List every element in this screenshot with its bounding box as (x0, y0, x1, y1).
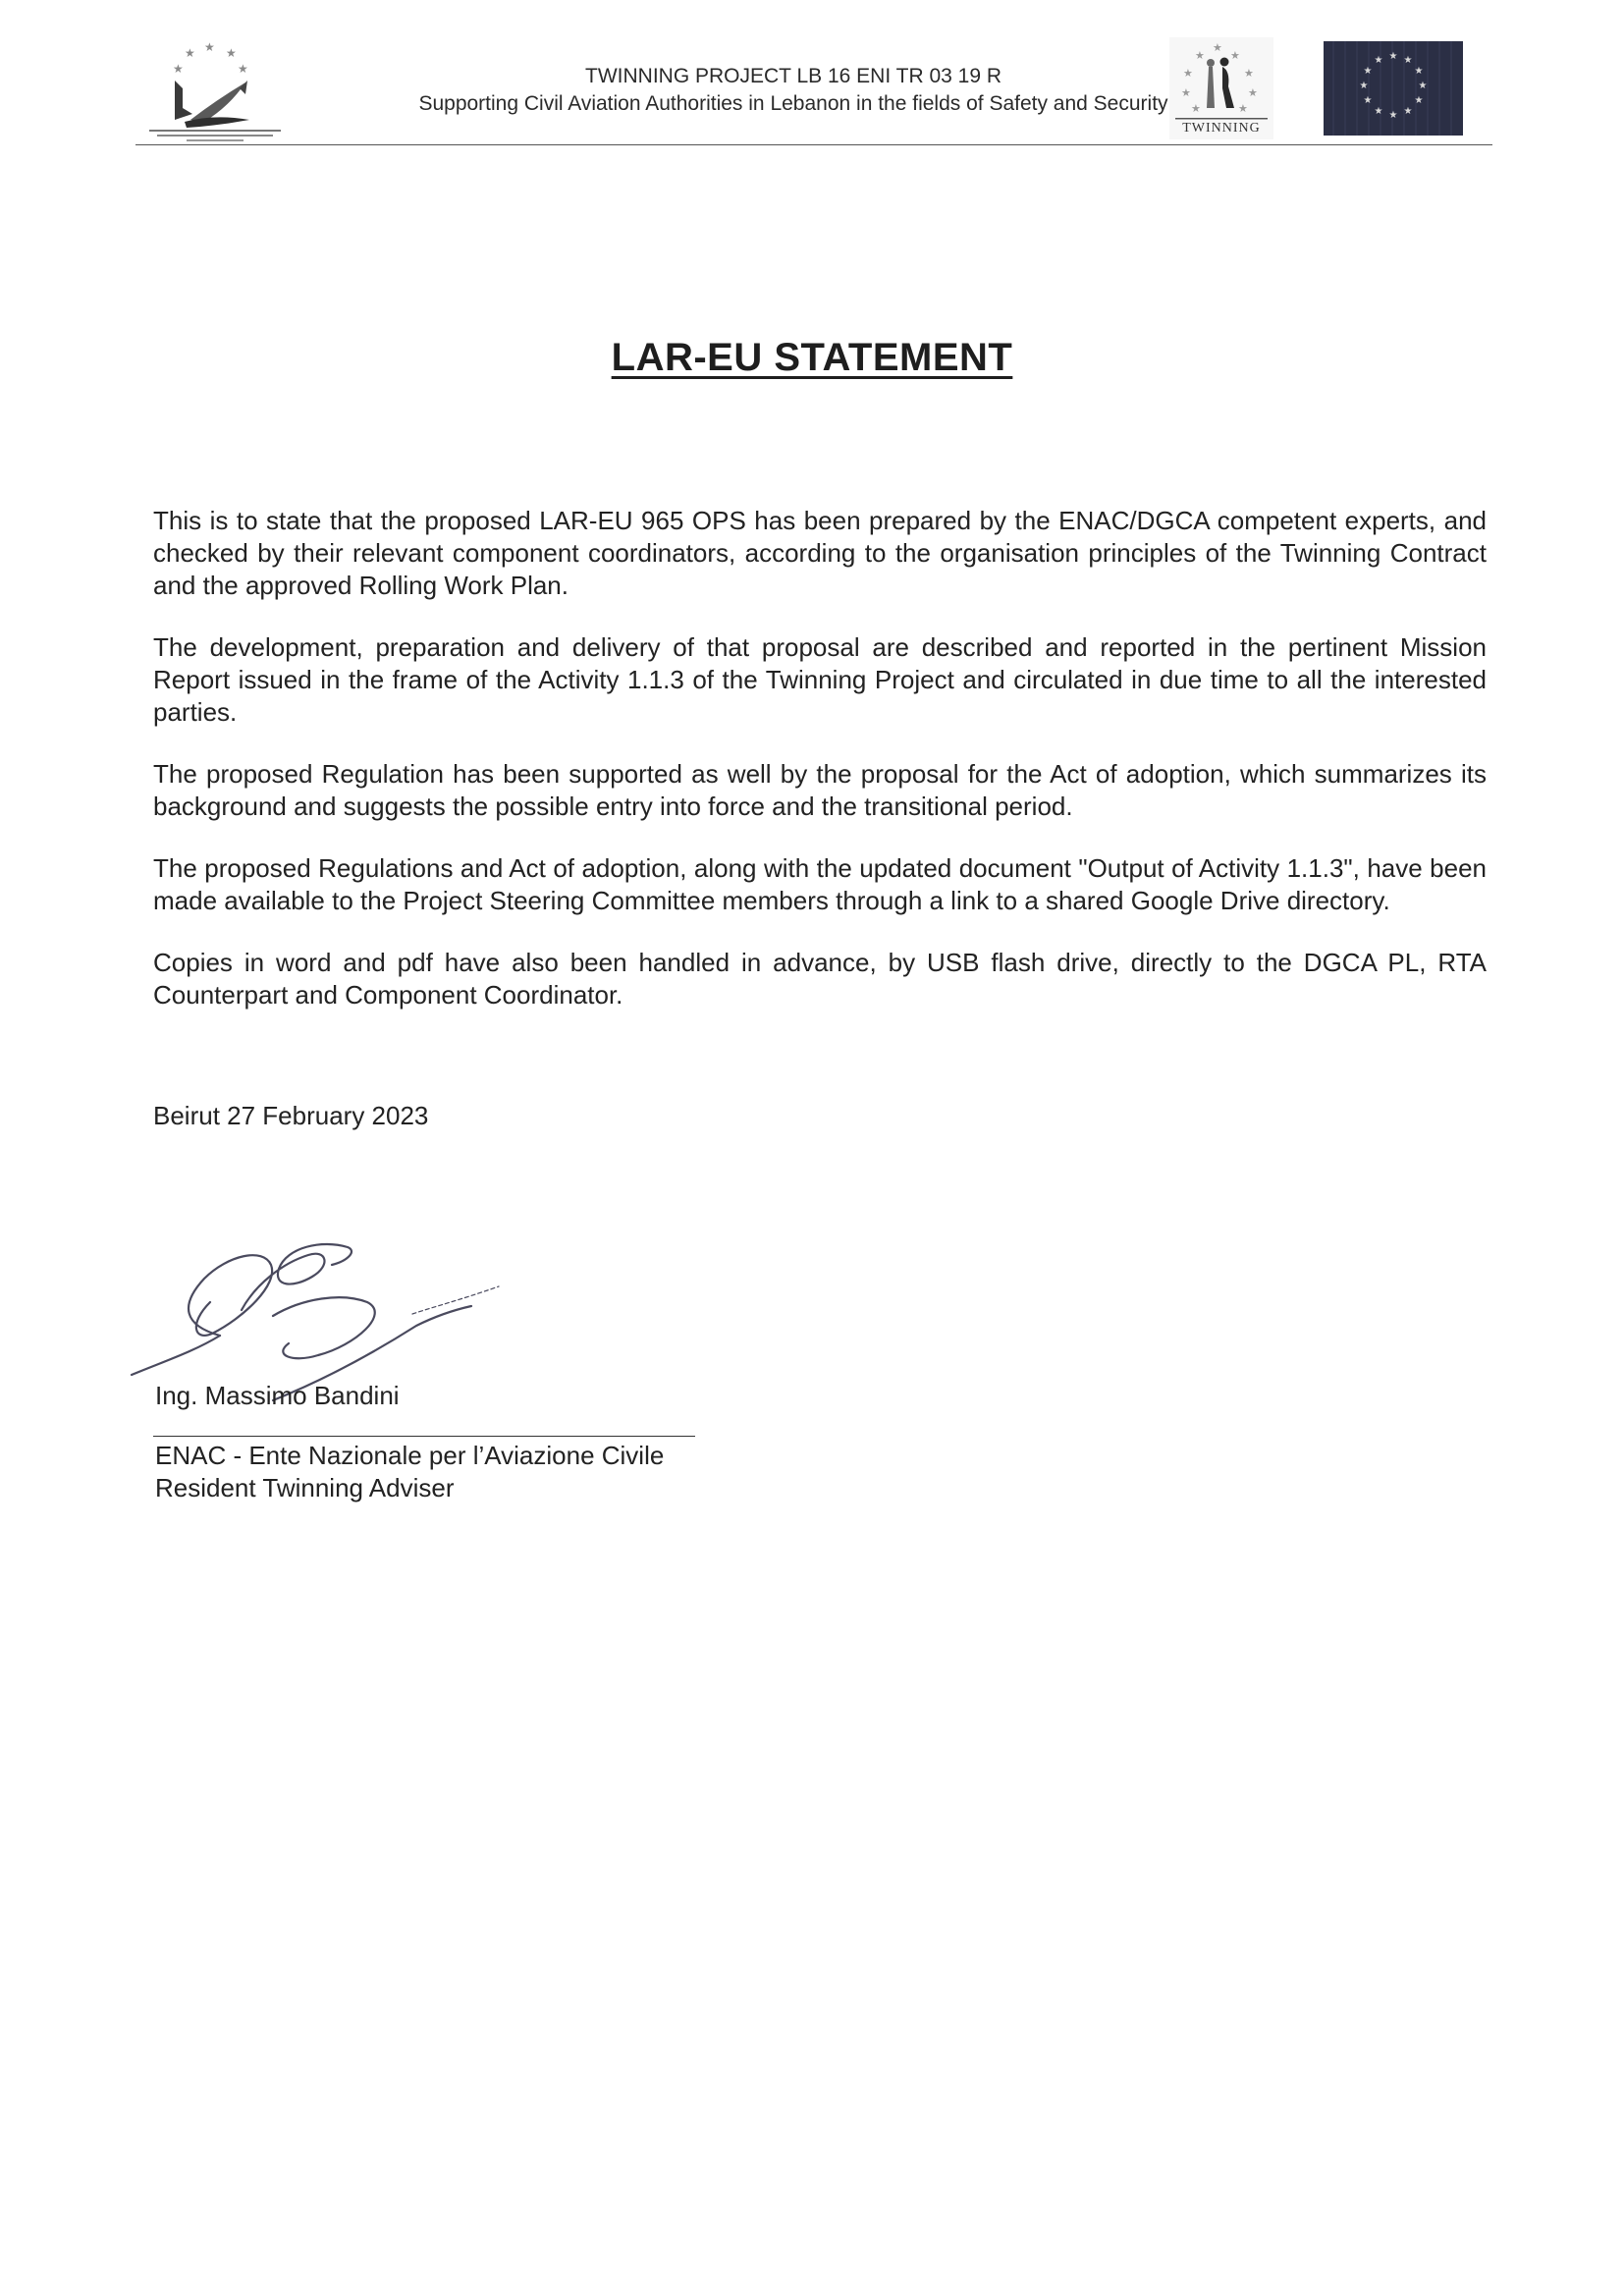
svg-text:★: ★ (1181, 86, 1191, 99)
header-divider (135, 144, 1492, 145)
svg-text:★: ★ (185, 46, 195, 60)
svg-text:★: ★ (1388, 110, 1398, 121)
svg-text:★: ★ (1388, 51, 1398, 62)
svg-text:★: ★ (1414, 95, 1424, 106)
svg-text:★: ★ (1191, 102, 1201, 115)
project-logo-icon (135, 37, 295, 143)
project-reference: TWINNING PROJECT LB 16 ENI TR 03 19 R (585, 65, 1001, 87)
place-and-date: Beirut 27 February 2023 (153, 1101, 429, 1130)
svg-text:★: ★ (238, 62, 248, 76)
svg-text:★: ★ (1230, 49, 1240, 62)
svg-text:★: ★ (1414, 66, 1424, 77)
svg-text:★: ★ (1403, 106, 1413, 117)
paragraph-4: The proposed Regulations and Act of adoption, along with the updated document "Output of Activity 1.1.3", have been made available to the Project Steering Committee members through a link to a shared Google Drive directory. (153, 853, 1487, 915)
svg-text:★: ★ (1238, 102, 1248, 115)
paragraph-3: The proposed Regulation has been supported as well by the proposal for the Act of adoption, which summarizes its background and suggests the possible entry into force and the transitional period. (153, 759, 1487, 821)
project-subtitle: Supporting Civil Aviation Authorities in Lebanon in the fields of Safety and Security (418, 92, 1168, 115)
svg-text:★: ★ (1195, 49, 1205, 62)
document-title-text: LAR-EU STATEMENT (611, 336, 1013, 379)
paragraph-1: This is to state that the proposed LAR-EU 965 OPS has been prepared by the ENAC/DGCA competent experts, and checked by their relevant component coordinators, according to the organisation principles of the Twinning Contract and the approved Rolling Work Plan. (153, 506, 1487, 600)
svg-text:★: ★ (226, 46, 237, 60)
letterhead (135, 29, 1492, 145)
signatory-organisation: ENAC - Ente Nazionale per l’Aviazione Civile (155, 1441, 665, 1470)
twinning-logo-text: TWINNING (1182, 121, 1261, 136)
svg-text:★: ★ (204, 40, 215, 54)
svg-text:★: ★ (1213, 41, 1222, 54)
eu-flag-icon (1324, 41, 1463, 136)
twinning-logo-icon (1169, 37, 1273, 139)
signatory-role: Resident Twinning Adviser (155, 1473, 455, 1502)
svg-text:★: ★ (1363, 66, 1373, 77)
statement-body (153, 505, 1487, 1041)
svg-text:★: ★ (1374, 106, 1383, 117)
signatory-name: Ing. Massimo Bandini (155, 1381, 400, 1410)
svg-text:★: ★ (1418, 81, 1428, 91)
svg-text:★: ★ (1183, 67, 1193, 80)
document-title (0, 336, 1624, 380)
paragraph-5: Copies in word and pdf have also been handled in advance, by USB flash drive, directly to the DGCA PL, RTA Counterpart and Component Coordinator. (153, 948, 1487, 1010)
letterhead-text (302, 63, 1284, 118)
svg-text:★: ★ (1359, 81, 1369, 91)
svg-text:★: ★ (1248, 86, 1258, 99)
svg-text:★: ★ (173, 62, 184, 76)
svg-text:★: ★ (1403, 55, 1413, 66)
svg-text:★: ★ (1363, 95, 1373, 106)
paragraph-2: The development, preparation and delivery of that proposal are described and reported in the pertinent Mission Report issued in the frame of the Activity 1.1.3 of the Twinning Project and circulated in due time to all the interested parties. (153, 632, 1487, 727)
signature-line (153, 1436, 695, 1437)
svg-text:★: ★ (1244, 67, 1254, 80)
svg-text:★: ★ (1374, 55, 1383, 66)
